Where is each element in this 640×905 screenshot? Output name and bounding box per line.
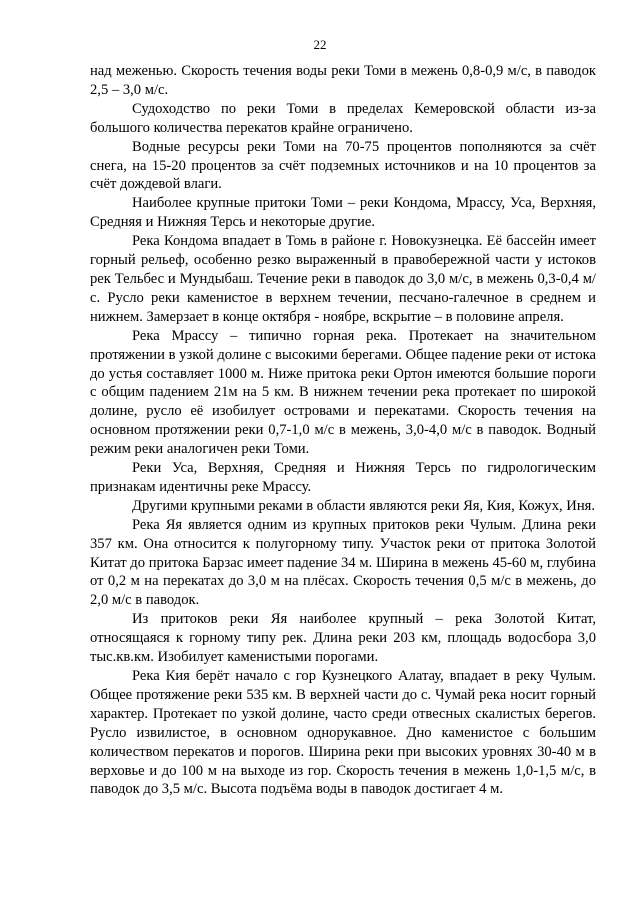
body-text — [90, 62, 596, 799]
page-number: 22 — [313, 37, 327, 52]
paragraph-2: Судоходство по реки Томи в пределах Кемеровской области из-за большого количества перекатов крайне ограничено. — [90, 100, 596, 136]
paragraph-5: Река Кондома впадает в Томь в районе г. Новокузнецка. Её бассейн имеет горный рельеф, особенно резко выраженный в правобережной части у истоков рек Тельбес и Мундыбаш. Течение реки в паводок до 3,0 м/с, в межень 0,3-0,4 м/с. Русло реки каменистое в верхнем течении, песчано-галечное в среднем и нижнем. Замерзает в конце октября - ноябре, вскрытие – в половине апреля. — [90, 233, 596, 325]
paragraph-11: Река Кия берёт начало с гор Кузнецкого Алатау, впадает в реку Чулым. Общее протяжение реки 535 км. В верхней части до с. Чумай река носит горный характер. Протекает по узкой долине, часто среди отвесных скалистых берегов. Русло извилистое, в основном однорукавное. Дно каменистое с большим количеством перекатов и порогов. Ширина реки при высоких уровнях 30-40 м в верховье и до 100 м на выходе из гор. Скорость течения в межень 1,0-1,5 м/с, в паводок до 3,5 м/с. Высота подъёма воды в паводок достигает 4 м. — [90, 668, 596, 798]
paragraph-10: Из притоков реки Яя наиболее крупный – река Золотой Китат, относящаяся к горному типу рек. Длина реки 203 км, площадь водосбора 3,0 тыс.кв.км. Изобилует каменистыми порогами. — [90, 611, 596, 666]
paragraph-3: Водные ресурсы реки Томи на 70-75 процентов пополняются за счёт снега, на 15-20 процентов за счёт подземных источников и на 10 процентов за счёт дождевой влаги. — [90, 138, 596, 193]
paragraph-4: Наиболее крупные притоки Томи – реки Кондома, Мрассу, Уса, Верхняя, Средняя и Нижняя Терсь и некоторые другие. — [90, 195, 596, 231]
paragraph-1: над меженью. Скорость течения воды реки Томи в межень 0,8-0,9 м/с, в паводок 2,5 – 3,0 м/с. — [90, 63, 596, 98]
paragraph-8: Другими крупными реками в области являются реки Яя, Кия, Кожух, Иня. — [132, 497, 595, 514]
paragraph-7: Реки Уса, Верхняя, Средняя и Нижняя Терсь по гидрологическим признакам идентичны реке Мрассу. — [90, 460, 596, 495]
paragraph-6: Река Мрассу – типично горная река. Протекает на значительном протяжении в узкой долине с высокими берегами. Общее падение реки от истока до устья составляет 1000 м. Ниже притока реки Ортон имеются большие пороги с общим падением 21м на 5 км. В нижнем течении река протекает по широкой долине, русло её изобилует островами и перекатами. Скорость течения на основном протяжении реки 0,7-1,0 м/с в межень, 3,0-4,0 м/с в паводок. Водный режим реки аналогичен реки Томи. — [90, 327, 596, 458]
paragraph-9: Река Яя является одним из крупных притоков реки Чулым. Длина реки 357 км. Она относится к полугорному типу. Участок реки от притока Золотой Китат до притока Барзас имеет падение 34 м. Ширина в межень 45-60 м, глубина от 0,2 м на перекатах до 3,0 м на плёсах. Скорость течения 0,5 м/с в межень, до 2,0 м/с в паводок. — [90, 516, 596, 609]
